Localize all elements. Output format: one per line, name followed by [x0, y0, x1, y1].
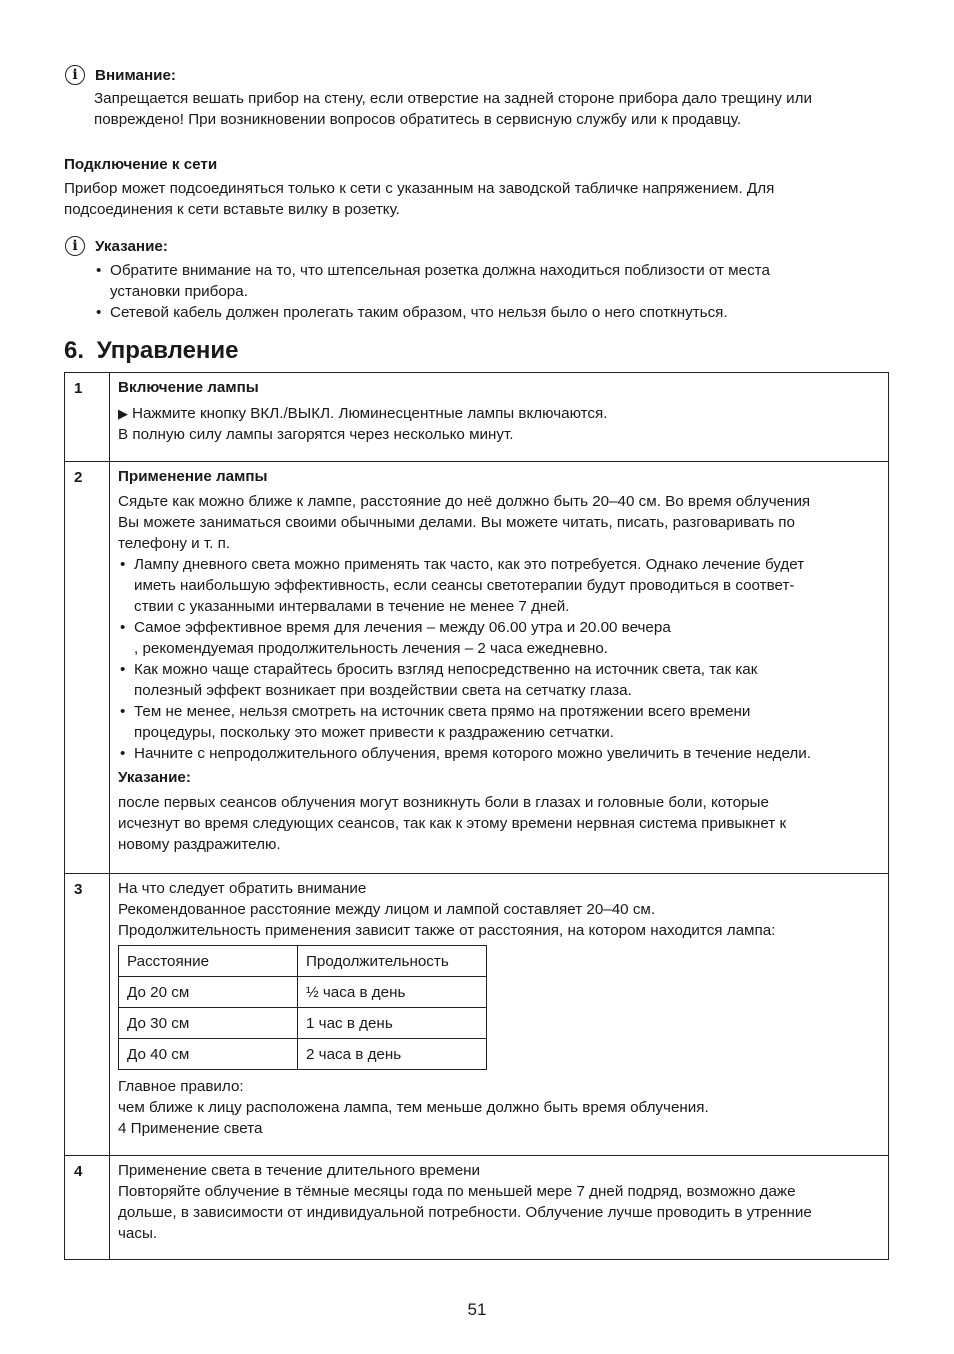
row-number: 2	[65, 462, 110, 874]
table-row	[65, 874, 889, 1156]
table-header-row	[119, 946, 487, 977]
row-number: 1	[65, 373, 110, 462]
table-row	[65, 373, 889, 462]
usage-list	[118, 554, 880, 764]
row-content: Включение лампы ▶ Нажмите кнопку ВКЛ./ВЫКЛ. Люминесцентные лампы включаются. В полную силу лампы загорятся через несколько минут.	[110, 373, 889, 462]
play-arrow-icon: ▶	[118, 406, 128, 421]
note-notice	[64, 235, 894, 323]
row-title: Применение лампы	[118, 468, 268, 485]
list-item: • Как можно чаще старайтесь бросить взгляд непосредственно на источник света, так как полезный эффект возникает при воздействии света на сетчатку глаза.	[118, 659, 880, 701]
row-title: Применение света в течение длительного времени	[118, 1162, 481, 1179]
connection-text-line2: подсоединения к сети вставьте вилку в розетку.	[64, 201, 400, 218]
distance-table	[118, 945, 487, 1070]
row-content: Применение лампы Сядьте как можно ближе к лампе, расстояние до неё должно быть 20–40 см. Во время облучения Вы можете заниматься своими обычными делами. Вы можете читать, писать, разговаривать по телефону и т. п. • Лампу дневного света можно применять так часто, как это потребуется. Однако лечение будет иметь наибольшую эффективность, если сеансы светотерапии будут проводиться в соответ- ствии с указанными интервалами в течение не менее 7 дней. • Самое эффективное время для лечения – между 06.00 утра и 20.00 вечера , рекомендуемая продолжительность лечения – 2 часа ежедневно. • Как можно чаще старайтесь бросить взгляд непосредственно на источник света, так как полезный эффект возникает при воздействии света на сетчатку глаза. • Тем не менее, нельзя смотреть на источник света прямо на протяжении всего времени процедуры, поскольку это может привести к раздражению сетчатки. • Начните с непродолжительного облучения, время которого можно увеличить в течение недели. Указание: после первых сеансов облучения могут возникнуть боли в глазах и головные боли, которые исчезнут во время следующих сеансов, так как к этому времени нервная система привыкнет к новому раздражителю.	[110, 462, 889, 874]
section-heading	[64, 337, 239, 365]
row-title: Включение лампы	[118, 379, 259, 396]
list-item: • Тем не менее, нельзя смотреть на источник света прямо на протяжении всего времени процедуры, поскольку это может привести к раздражению сетчатки.	[118, 701, 880, 743]
table-row	[65, 462, 889, 874]
list-item: • Начните с непродолжительного облучения, время которого можно увеличить в течение недели.	[118, 743, 880, 764]
column-header: Продолжительность	[298, 946, 487, 977]
table-row	[65, 1156, 889, 1260]
section-number: 6.	[64, 337, 85, 364]
row-number: 3	[65, 874, 110, 1156]
row-footer: 4 Применение света	[118, 1120, 263, 1137]
attention-notice	[64, 64, 894, 130]
note-list	[94, 260, 894, 323]
list-item: • Лампу дневного света можно применять так часто, как это потребуется. Однако лечение будет иметь наибольшую эффективность, если сеансы светотерапии будут проводиться в соответ- ствии с указанными интервалами в течение не менее 7 дней.	[118, 554, 880, 617]
connection-section	[64, 154, 894, 220]
table-row: До 40 см 2 часа в день	[119, 1039, 487, 1070]
row-number: 4	[65, 1156, 110, 1260]
table-row: До 30 см 1 час в день	[119, 1008, 487, 1039]
column-header: Расстояние	[119, 946, 298, 977]
attention-text-line1: Запрещается вешать прибор на стену, если отверстие на задней стороне прибора дало трещину или	[94, 90, 812, 107]
row-content: На что следует обратить внимание Рекомендованное расстояние между лицом и лампой составляет 20–40 см. Продолжительность применения зависит также от расстояния, на котором находится лампа: Расстояние Продолжительность До 20 см ½ часа в день До 30 см 1 час в день До 40 см 2 часа в день Главное правило: чем ближе к лицу расположена лампа, тем меньше должно быть время облучения. 4 Применение света	[110, 874, 889, 1156]
list-item: • Обратите внимание на то, что штепсельная розетка должна находиться поблизости от места установки прибора.	[94, 260, 894, 302]
info-icon: i	[65, 236, 85, 256]
info-icon: i	[65, 65, 85, 85]
attention-text-line2: повреждено! При возникновении вопросов обратитесь в сервисную службу или к продавцу.	[94, 111, 742, 128]
attention-title: Внимание:	[95, 66, 176, 84]
operation-table	[64, 372, 889, 1260]
section-title: Управление	[96, 337, 239, 364]
note-title: Указание:	[95, 237, 168, 255]
list-item: • Самое эффективное время для лечения – между 06.00 утра и 20.00 вечера , рекомендуемая продолжительность лечения – 2 часа ежедневно.	[118, 617, 880, 659]
note-subtitle: Указание:	[118, 769, 191, 786]
row-content: Применение света в течение длительного времени Повторяйте облучение в тёмные месяцы года по меньшей мере 7 дней подряд, возможно даже дольше, в зависимости от индивидуальной потребности. Облучение лучше проводить в утренние часы.	[110, 1156, 889, 1260]
list-item: • Сетевой кабель должен пролегать таким образом, что нельзя было о него споткнуться.	[94, 302, 894, 323]
page-number: 51	[467, 1300, 487, 1319]
rule-text: чем ближе к лицу расположена лампа, тем меньше должно быть время облучения.	[118, 1099, 709, 1116]
table-row: До 20 см ½ часа в день	[119, 977, 487, 1008]
connection-text-line1: Прибор может подсоединяться только к сети с указанным на заводской табличке напряжением. Для	[64, 180, 775, 197]
rule-title: Главное правило:	[118, 1078, 244, 1095]
row-title: На что следует обратить внимание	[118, 880, 367, 897]
connection-heading: Подключение к сети	[64, 156, 218, 173]
